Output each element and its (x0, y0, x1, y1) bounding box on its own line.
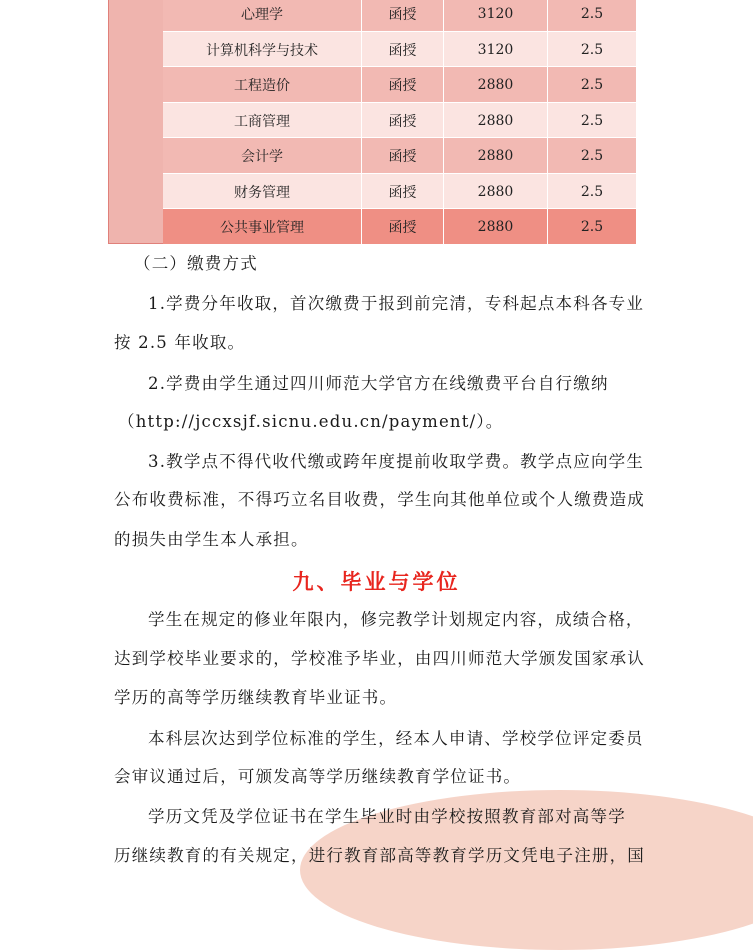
payment-item-1: 1.学费分年收取，首次缴费于报到前完清，专科起点本科各专业 (148, 294, 645, 313)
cell-mode: 函授 (362, 67, 444, 102)
cell-years: 2.5 (580, 183, 604, 200)
cell-fee: 3120 (444, 0, 548, 31)
table-row (163, 31, 636, 67)
cell-major: 心理学 (163, 0, 362, 31)
table-row (163, 208, 636, 244)
graduation-p1-cont: 达到学校毕业要求的，学校准予毕业，由四川师范大学颁发国家承认 (114, 649, 645, 668)
cell-mode: 函授 (362, 174, 444, 209)
payment-item-3: 3.教学点不得代收代缴或跨年度提前收取学费。教学点应向学生 (148, 452, 645, 471)
cell-mode: 函授 (362, 32, 444, 67)
cell-years: 2.5 (580, 147, 604, 164)
table-row (163, 137, 636, 173)
table-row (163, 102, 636, 138)
cell-mode: 函授 (362, 138, 444, 173)
cell-fee: 2880 (444, 138, 548, 173)
cell-years: 2.5 (580, 41, 604, 58)
section-heading: 九、毕业与学位 (292, 569, 461, 594)
payment-item-2: 2.学费由学生通过四川师范大学官方在线缴费平台自行缴纳 (148, 374, 609, 393)
cell-years: 2.5 (580, 76, 604, 93)
payment-item-3-cont: 公布收费标准，不得巧立名目收费，学生向其他单位或个人缴费造成 (114, 490, 645, 509)
payment-item-1-cont: 按 2.5 年收取。 (114, 333, 246, 352)
fee-table (108, 0, 635, 244)
table-row (163, 173, 636, 209)
cell-major: 会计学 (163, 138, 362, 173)
cell-mode: 函授 (362, 0, 444, 31)
cell-mode: 函授 (362, 103, 444, 138)
cell-years: 2.5 (580, 5, 604, 22)
cell-fee: 2880 (444, 174, 548, 209)
cell-fee: 2880 (444, 209, 548, 244)
graduation-p2: 本科层次达到学位标准的学生，经本人申请、学校学位评定委员 (148, 729, 644, 748)
graduation-p3-cont: 历继续教育的有关规定，进行教育部高等教育学历文凭电子注册，国 (114, 846, 645, 865)
cell-fee: 3120 (444, 32, 548, 67)
table-row (163, 0, 636, 31)
cell-major: 计算机科学与技术 (163, 32, 362, 67)
cell-major: 公共事业管理 (163, 209, 362, 244)
cell-years: 2.5 (580, 112, 604, 129)
cell-major: 财务管理 (163, 174, 362, 209)
cell-years: 2.5 (580, 218, 604, 235)
table-row (163, 66, 636, 102)
payment-item-3-end: 的损失由学生本人承担。 (114, 530, 309, 549)
table-merged-column (109, 0, 164, 243)
graduation-p1-end: 学历的高等学历继续教育毕业证书。 (114, 688, 398, 707)
graduation-p3: 学历文凭及学位证书在学生毕业时由学校按照教育部对高等学 (148, 807, 626, 826)
cell-major: 工商管理 (163, 103, 362, 138)
cell-major: 工程造价 (163, 67, 362, 102)
graduation-p2-cont: 会审议通过后，可颁发高等学历继续教育学位证书。 (114, 767, 522, 786)
payment-url: （http://jccxsjf.sicnu.edu.cn/payment/）。 (118, 412, 504, 431)
graduation-p1: 学生在规定的修业年限内，修完教学计划规定内容，成绩合格， (148, 610, 644, 629)
cell-mode: 函授 (362, 209, 444, 244)
cell-fee: 2880 (444, 67, 548, 102)
payment-subheading: （二）缴费方式 (134, 254, 258, 273)
cell-fee: 2880 (444, 103, 548, 138)
